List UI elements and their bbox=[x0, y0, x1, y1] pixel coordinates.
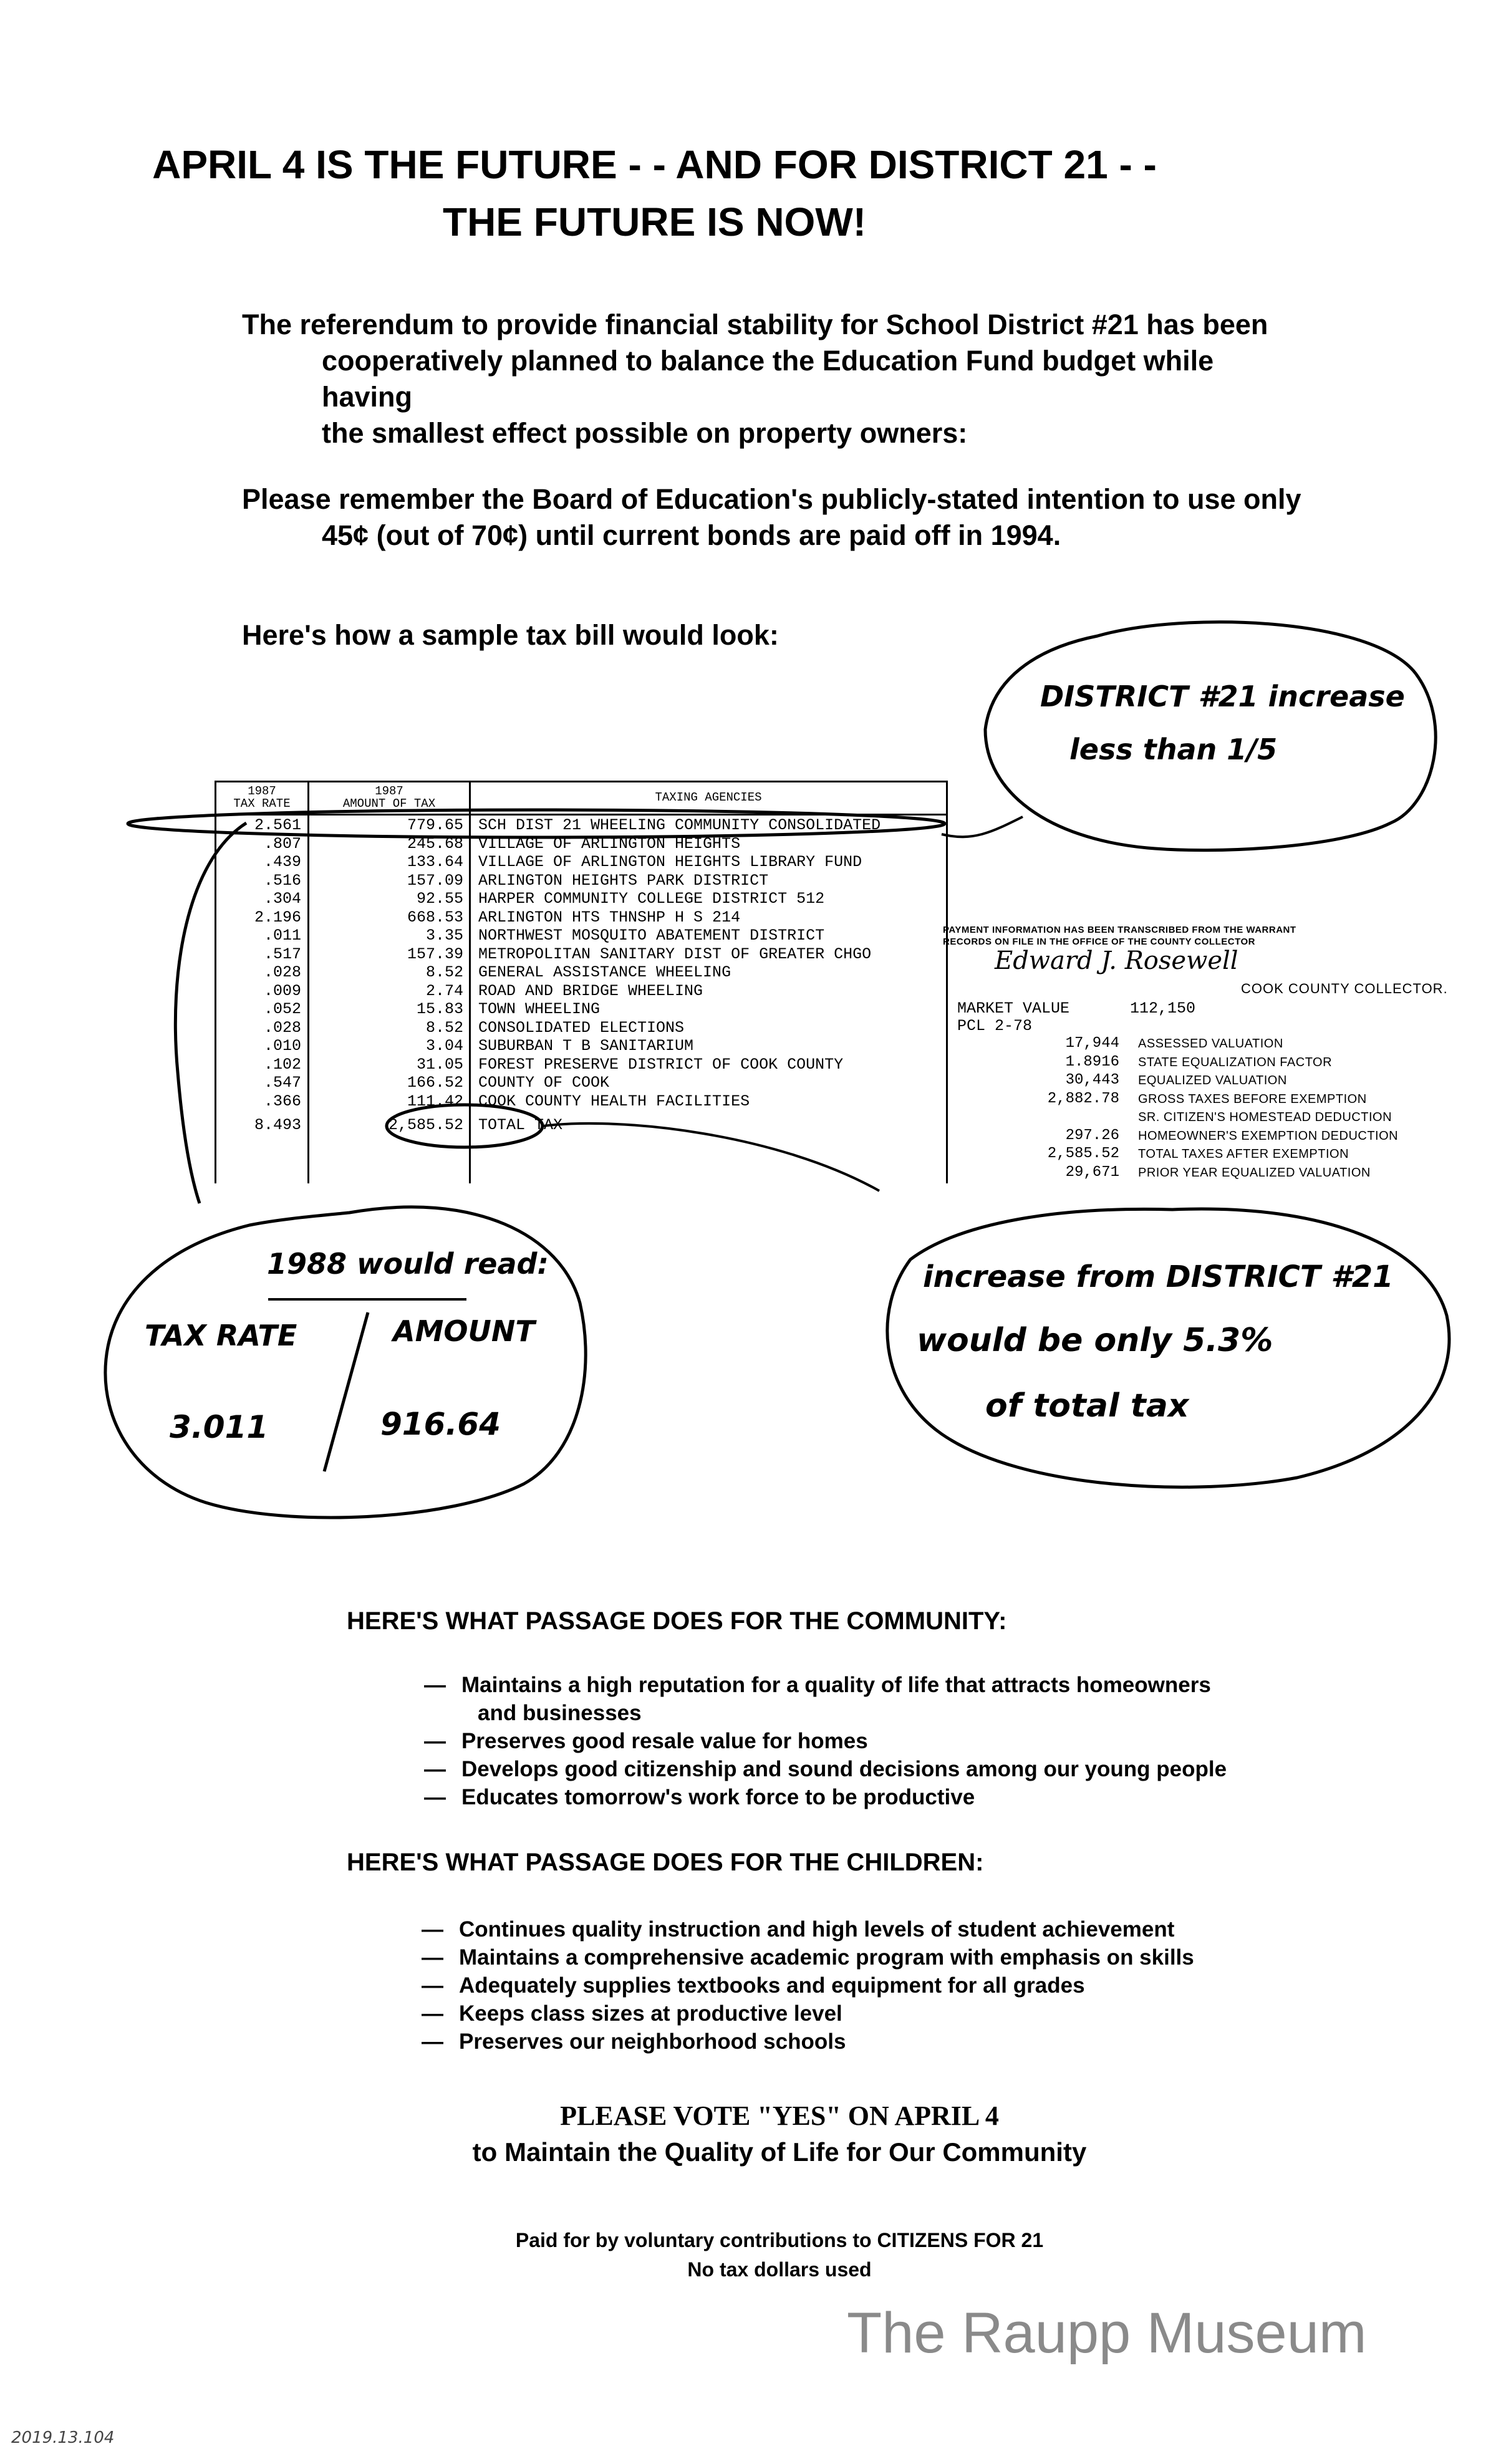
market-value: 112,150 bbox=[1130, 999, 1196, 1018]
tax-rate-cell: 2.561 bbox=[254, 816, 301, 834]
children-item-4: — Keeps class sizes at productive level bbox=[422, 2001, 842, 2026]
amount-cell: 779.65 bbox=[407, 816, 463, 834]
agency-cell: FOREST PRESERVE DISTRICT OF COOK COUNTY bbox=[478, 1055, 844, 1074]
headline-line-2: THE FUTURE IS NOW! bbox=[442, 200, 867, 244]
valuation-description: PRIOR YEAR EQUALIZED VALUATION bbox=[1138, 1165, 1371, 1180]
valuation-description: SR. CITIZEN'S HOMESTEAD DEDUCTION bbox=[1138, 1110, 1392, 1124]
community-heading: HERE'S WHAT PASSAGE DOES FOR THE COMMUNITY: bbox=[347, 1607, 1007, 1635]
tax-rate-cell: .102 bbox=[263, 1055, 301, 1074]
amount-cell: 166.52 bbox=[407, 1074, 463, 1092]
community-item-4: — Educates tomorrow's work force to be productive bbox=[424, 1785, 975, 1809]
tax-rate-cell: .304 bbox=[263, 890, 301, 908]
amount-cell: 2.74 bbox=[425, 981, 463, 1000]
agency-cell: COOK COUNTY HEALTH FACILITIES bbox=[478, 1092, 750, 1110]
paid-line-2: No tax dollars used bbox=[687, 2258, 872, 2281]
header-tax-rate: 1987 TAX RATE bbox=[233, 784, 291, 811]
tax-rate-cell: .547 bbox=[263, 1074, 301, 1092]
agency-cell: SUBURBAN T B SANITARIUM bbox=[478, 1037, 694, 1055]
total-oval bbox=[387, 1105, 543, 1147]
header-amount: 1987 AMOUNT OF TAX bbox=[342, 784, 436, 811]
valuation-value: 30,443 bbox=[1065, 1072, 1119, 1089]
paid-line-1: Paid for by voluntary contributions to CITIZENS FOR 21 bbox=[515, 2229, 1044, 2251]
tax-rate-cell: .439 bbox=[263, 853, 301, 871]
amount-cell: 92.55 bbox=[416, 890, 463, 908]
valuation-value: 2,585.52 bbox=[1047, 1145, 1119, 1162]
children-heading: HERE'S WHAT PASSAGE DOES FOR THE CHILDREN: bbox=[347, 1849, 984, 1876]
intro-p1-line-2: cooperatively planned to balance the Education Fund budget while having bbox=[322, 345, 1214, 413]
agency-cell: VILLAGE OF ARLINGTON HEIGHTS LIBRARY FUND bbox=[478, 853, 862, 871]
tax-rate-cell: .011 bbox=[263, 926, 301, 945]
children-item-1: — Continues quality instruction and high levels of student achievement bbox=[422, 1917, 1175, 1942]
amount-cell: 15.83 bbox=[416, 1000, 463, 1018]
community-list bbox=[424, 1671, 1359, 1811]
bubble-1-line-2: less than 1/5 bbox=[1069, 733, 1278, 766]
header-taxing-agencies: TAXING AGENCIES bbox=[655, 791, 762, 804]
bubble-2-col1-label: TAX RATE bbox=[145, 1319, 297, 1352]
bubble-2-col2-label: AMOUNT bbox=[393, 1314, 535, 1348]
valuation-value: 297.26 bbox=[1065, 1127, 1119, 1144]
community-item-3: — Develops good citizenship and sound decisions among our young people bbox=[424, 1757, 1227, 1781]
total-amount: 2,585.52 bbox=[388, 1116, 463, 1134]
children-item-2: — Maintains a comprehensive academic program with emphasis on skills bbox=[422, 1945, 1194, 1970]
agency-cell: SCH DIST 21 WHEELING COMMUNITY CONSOLIDATED bbox=[478, 816, 881, 834]
agency-cell: CONSOLIDATED ELECTIONS bbox=[478, 1018, 685, 1037]
left-bracket-curve bbox=[175, 823, 246, 1203]
tax-rate-cell: .028 bbox=[263, 963, 301, 981]
agency-cell: METROPOLITAN SANITARY DIST OF GREATER CHGO bbox=[478, 945, 872, 963]
amount-cell: 668.53 bbox=[407, 908, 463, 926]
intro-p1-line-1: The referendum to provide financial stability for School District #21 has been bbox=[242, 309, 1268, 340]
valuation-description: GROSS TAXES BEFORE EXEMPTION bbox=[1138, 1092, 1367, 1106]
amount-cell: 245.68 bbox=[407, 834, 463, 853]
intro-paragraph-3: Here's how a sample tax bill would look: bbox=[242, 619, 779, 651]
tax-rate-cell: .028 bbox=[263, 1018, 301, 1037]
community-item-1-cont: and businesses bbox=[478, 1701, 642, 1725]
bubble-2-divider bbox=[324, 1312, 368, 1471]
tax-rate-cell: .009 bbox=[263, 981, 301, 1000]
amount-cell: 3.35 bbox=[425, 926, 463, 945]
museum-watermark: The Raupp Museum bbox=[847, 2301, 1367, 2365]
community-item-2: — Preserves good resale value for homes bbox=[424, 1729, 868, 1753]
agency-cell: GENERAL ASSISTANCE WHEELING bbox=[478, 963, 731, 981]
valuation-description: HOMEOWNER'S EXEMPTION DEDUCTION bbox=[1138, 1129, 1399, 1143]
vote-line-2: to Maintain the Quality of Life for Our Community bbox=[472, 2137, 1087, 2167]
amount-cell: 157.09 bbox=[407, 871, 463, 890]
vote-line-1: PLEASE VOTE "YES" ON APRIL 4 bbox=[560, 2101, 999, 2131]
amount-cell: 3.04 bbox=[425, 1037, 463, 1055]
collector-signature: Edward J. Rosewell bbox=[995, 946, 1238, 975]
amount-cell: 133.64 bbox=[407, 853, 463, 871]
bubble-3-line-3: of total tax bbox=[985, 1387, 1189, 1425]
agency-cell: ARLINGTON HEIGHTS PARK DISTRICT bbox=[478, 871, 769, 890]
children-item-5: — Preserves our neighborhood schools bbox=[422, 2029, 846, 2054]
tax-rate-cell: .807 bbox=[263, 834, 301, 853]
tax-rate-cell: .516 bbox=[263, 871, 301, 890]
catalog-number: 2019.13.104 bbox=[11, 2428, 115, 2447]
valuation-value: 29,671 bbox=[1065, 1163, 1119, 1181]
valuation-description: ASSESSED VALUATION bbox=[1138, 1037, 1283, 1051]
intro-p1-line-3: the smallest effect possible on property owners: bbox=[322, 417, 968, 449]
valuation-value: 17,944 bbox=[1065, 1035, 1119, 1052]
collector-note-line-2: RECORDS ON FILE IN THE OFFICE OF THE COUNTY COLLECTOR bbox=[943, 936, 1255, 947]
tax-rate-cell: .010 bbox=[263, 1037, 301, 1055]
bubble-2-rate: 3.011 bbox=[170, 1409, 269, 1445]
bubble-2-amount: 916.64 bbox=[380, 1406, 501, 1442]
tax-rate-cell: 2.196 bbox=[254, 908, 301, 926]
bubble-3-line-1: increase from DISTRICT #21 bbox=[923, 1259, 1394, 1294]
tax-rate-cell: .052 bbox=[263, 1000, 301, 1018]
amount-cell: 8.52 bbox=[425, 963, 463, 981]
valuation-description: TOTAL TAXES AFTER EXEMPTION bbox=[1138, 1147, 1349, 1161]
agency-cell: TOWN WHEELING bbox=[478, 1000, 601, 1018]
headline-line-1: APRIL 4 IS THE FUTURE - - AND FOR DISTRICT 21 - - bbox=[152, 142, 1157, 187]
pcl-number: PCL 2-78 bbox=[957, 1017, 1033, 1035]
children-list bbox=[422, 1915, 1357, 2056]
community-item-1: — Maintains a high reputation for a quality of life that attracts homeowners bbox=[424, 1673, 1211, 1697]
market-value-label: MARKET VALUE bbox=[957, 999, 1070, 1018]
collector-note-line-1: PAYMENT INFORMATION HAS BEEN TRANSCRIBED FROM THE WARRANT bbox=[943, 925, 1296, 935]
valuation-description: STATE EQUALIZATION FACTOR bbox=[1138, 1055, 1333, 1069]
amount-cell: 31.05 bbox=[416, 1055, 463, 1074]
collector-title: COOK COUNTY COLLECTOR. bbox=[1241, 981, 1448, 996]
agency-cell: HARPER COMMUNITY COLLEGE DISTRICT 512 bbox=[478, 890, 825, 908]
tax-rate-cell: .517 bbox=[263, 945, 301, 963]
valuation-value: 2,882.78 bbox=[1047, 1090, 1119, 1107]
connector-bubble-1 bbox=[942, 817, 1023, 837]
tax-rate-cell: .366 bbox=[263, 1092, 301, 1110]
valuation-description: EQUALIZED VALUATION bbox=[1138, 1074, 1287, 1087]
bubble-3-line-2: would be only 5.3% bbox=[917, 1322, 1273, 1359]
bubble-2-title: 1988 would read: bbox=[267, 1247, 549, 1281]
agency-cell: COUNTY OF COOK bbox=[478, 1074, 610, 1092]
intro-p2-line-2: 45¢ (out of 70¢) until current bonds are paid off in 1994. bbox=[322, 519, 1061, 551]
agency-cell: ROAD AND BRIDGE WHEELING bbox=[478, 981, 703, 1000]
connector-bubble-3 bbox=[543, 1124, 879, 1191]
intro-p2-line-1: Please remember the Board of Education's publicly-stated intention to use only bbox=[242, 483, 1301, 515]
children-item-3: — Adequately supplies textbooks and equipment for all grades bbox=[422, 1973, 1085, 1998]
valuation-value: 1.8916 bbox=[1065, 1053, 1119, 1071]
amount-cell: 157.39 bbox=[407, 945, 463, 963]
bubble-1-line-1: DISTRICT #21 increase bbox=[1040, 680, 1405, 713]
amount-cell: 8.52 bbox=[425, 1018, 463, 1037]
agency-cell: NORTHWEST MOSQUITO ABATEMENT DISTRICT bbox=[478, 926, 825, 945]
total-label: TOTAL TAX bbox=[478, 1116, 563, 1134]
agency-cell: VILLAGE OF ARLINGTON HEIGHTS bbox=[478, 834, 741, 853]
amount-cell: 111.42 bbox=[407, 1092, 463, 1110]
agency-cell: ARLINGTON HTS THNSHP H S 214 bbox=[478, 908, 741, 926]
total-rate: 8.493 bbox=[254, 1116, 301, 1134]
row-1-oval bbox=[128, 810, 945, 837]
